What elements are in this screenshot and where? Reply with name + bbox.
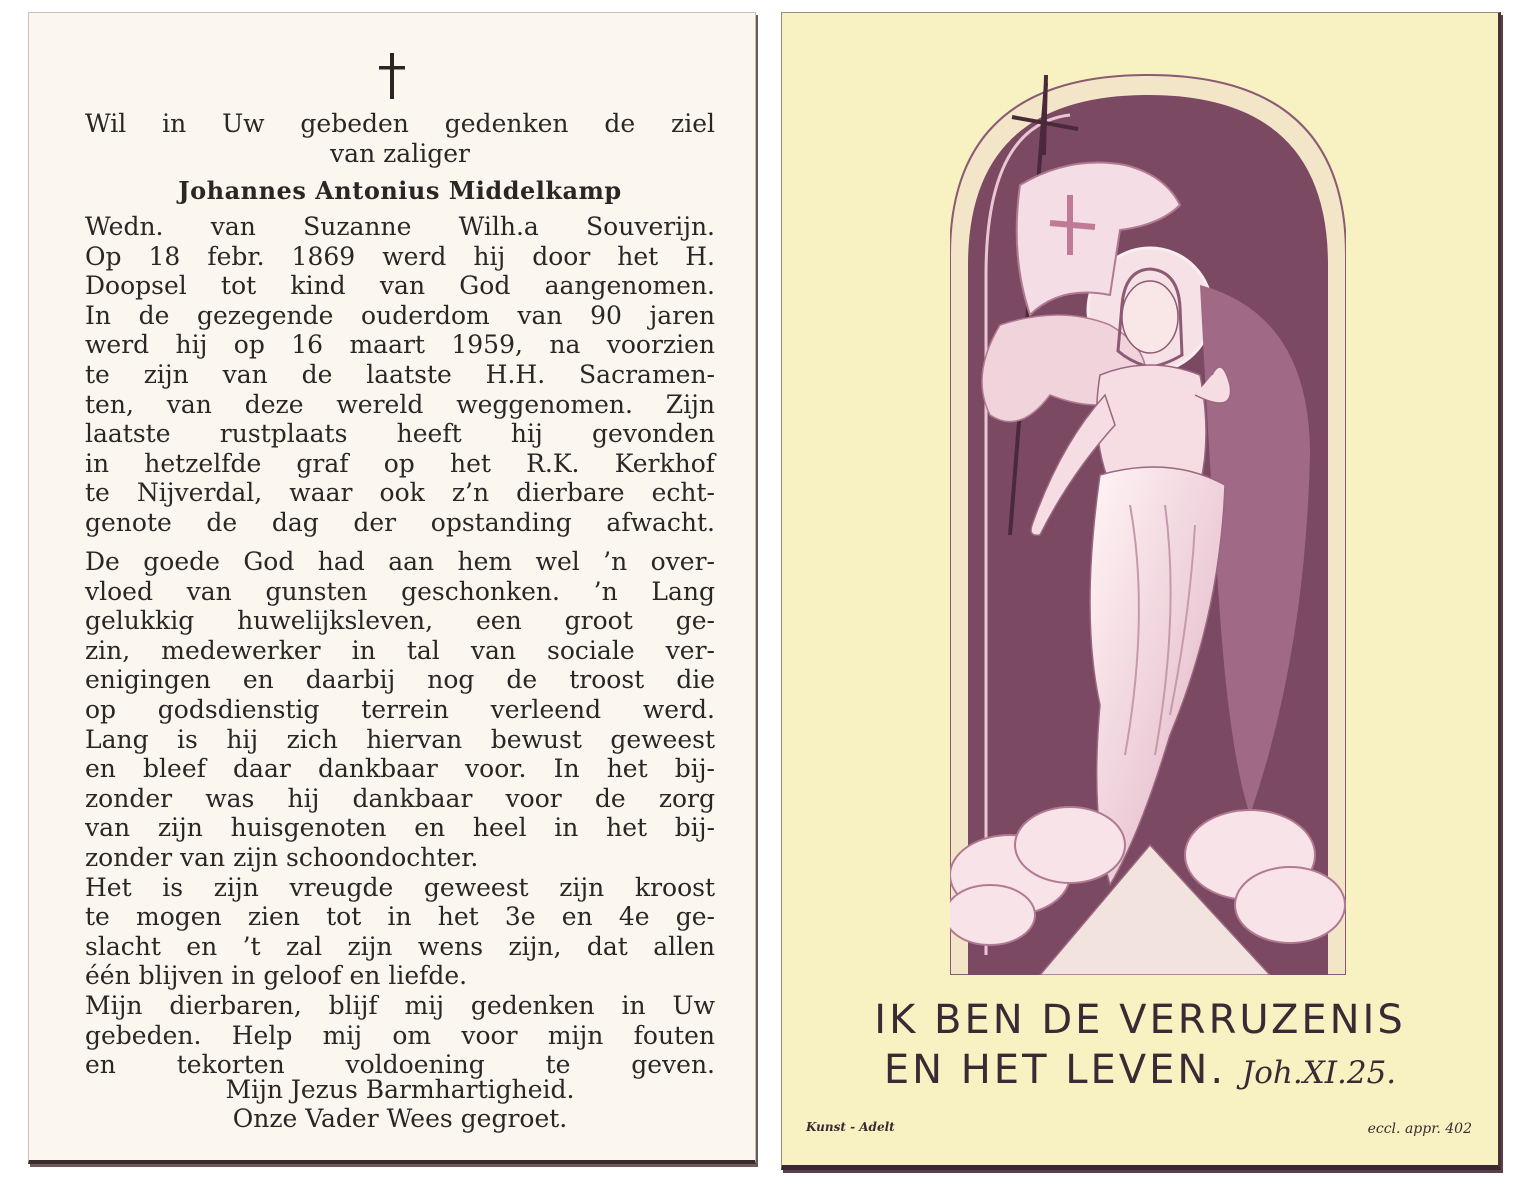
tribute-line: zonder was hij dankbaar voor de zorg <box>85 783 715 813</box>
tribute-line: te mogen zien tot in het 3e en 4e ge- <box>85 902 715 932</box>
tribute-line: en tekorten voldoening te geven. <box>85 1050 715 1080</box>
intro-line-2: van zaliger <box>330 139 470 168</box>
tribute-line: Lang is hij zich hiervan bewust geweest <box>85 724 715 754</box>
tribute-line: zonder van zijn schoondochter. <box>85 842 479 872</box>
artist-credit: Kunst - Adelt <box>806 1120 895 1134</box>
biography-line: laatste rustplaats heeft hij gevonden <box>85 419 715 449</box>
biography-line: in hetzelfde graf op het R.K. Kerkhof <box>85 448 715 478</box>
biography-line: In de gezegende ouderdom van 90 jaren <box>85 300 715 330</box>
staff-cross-vertical <box>1044 75 1046 155</box>
cross-icon <box>29 53 755 103</box>
biography-paragraph <box>85 212 715 538</box>
tribute-paragraph <box>85 547 715 1080</box>
christ-head <box>1122 281 1178 353</box>
prayer-line-2: Onze Vader Wees gegroet. <box>232 1104 568 1133</box>
biography-line: werd hij op 16 maart 1959, na voorzien <box>85 330 715 360</box>
caption-line-2: EN HET LEVEN. <box>883 1047 1227 1093</box>
holy-card-image-side <box>781 12 1501 1170</box>
biography-line: genote de dag der opstanding afwacht. <box>85 507 715 537</box>
biography-line: te zijn van de laatste H.H. Sacramen- <box>85 359 715 389</box>
tribute-line: Mijn dierbaren, blijf mij gedenken in Uw <box>85 990 715 1020</box>
tribute-line: enigingen en daarbij nog de troost die <box>85 665 715 695</box>
tribute-line: gelukkig huwelijksleven, een groot ge- <box>85 606 715 636</box>
ecclesiastical-approval: eccl. appr. 402 <box>1367 1121 1472 1137</box>
tribute-line: en bleef daar dankbaar voor. In het bij- <box>85 754 715 784</box>
caption-line-1: IK BEN DE VERRUZENIS <box>874 997 1406 1043</box>
tribute-line: op godsdienstig terrein verleend werd. <box>85 694 715 724</box>
caption-line-2-wrap <box>782 1047 1498 1093</box>
scripture-reference: Joh.XI.25. <box>1241 1055 1397 1091</box>
tribute-line: zin, medewerker in tal van sociale ver- <box>85 635 715 665</box>
tribute-line: gebeden. Help mij om voor mijn fouten <box>85 1020 715 1050</box>
memorial-text-card <box>28 12 756 1164</box>
prayer-line-1: Mijn Jezus Barmhartigheid. <box>225 1075 575 1104</box>
tribute-line: Het is zijn vreugde geweest zijn kroost <box>85 872 715 902</box>
tribute-line: één blijven in geloof en liefde. <box>85 961 468 991</box>
tribute-line: vloed van gunsten geschonken. ’n Lang <box>85 576 715 606</box>
tribute-line: van zijn huisgenoten en heel in het bij- <box>85 813 715 843</box>
risen-christ-illustration <box>950 55 1346 975</box>
biography-line: Doopsel tot kind van God aangenomen. <box>85 271 715 301</box>
tribute-line: De goede God had aan hem wel ’n over- <box>85 547 715 576</box>
intro-line-1: Wil in Uw gebeden gedenken de ziel <box>85 109 715 138</box>
deceased-name: Johannes Antonius Middelkamp <box>178 176 622 205</box>
biography-line: te Nijverdal, waar ook z’n dierbare echt- <box>85 478 715 508</box>
biography-line: Wedn. van Suzanne Wilh.a Souverijn. <box>85 212 715 241</box>
biography-line: ten, van deze wereld weggenomen. Zijn <box>85 389 715 419</box>
tribute-line: slacht en ’t zal zijn wens zijn, dat allen <box>85 931 715 961</box>
biography-line: Op 18 febr. 1869 werd hij door het H. <box>85 241 715 271</box>
